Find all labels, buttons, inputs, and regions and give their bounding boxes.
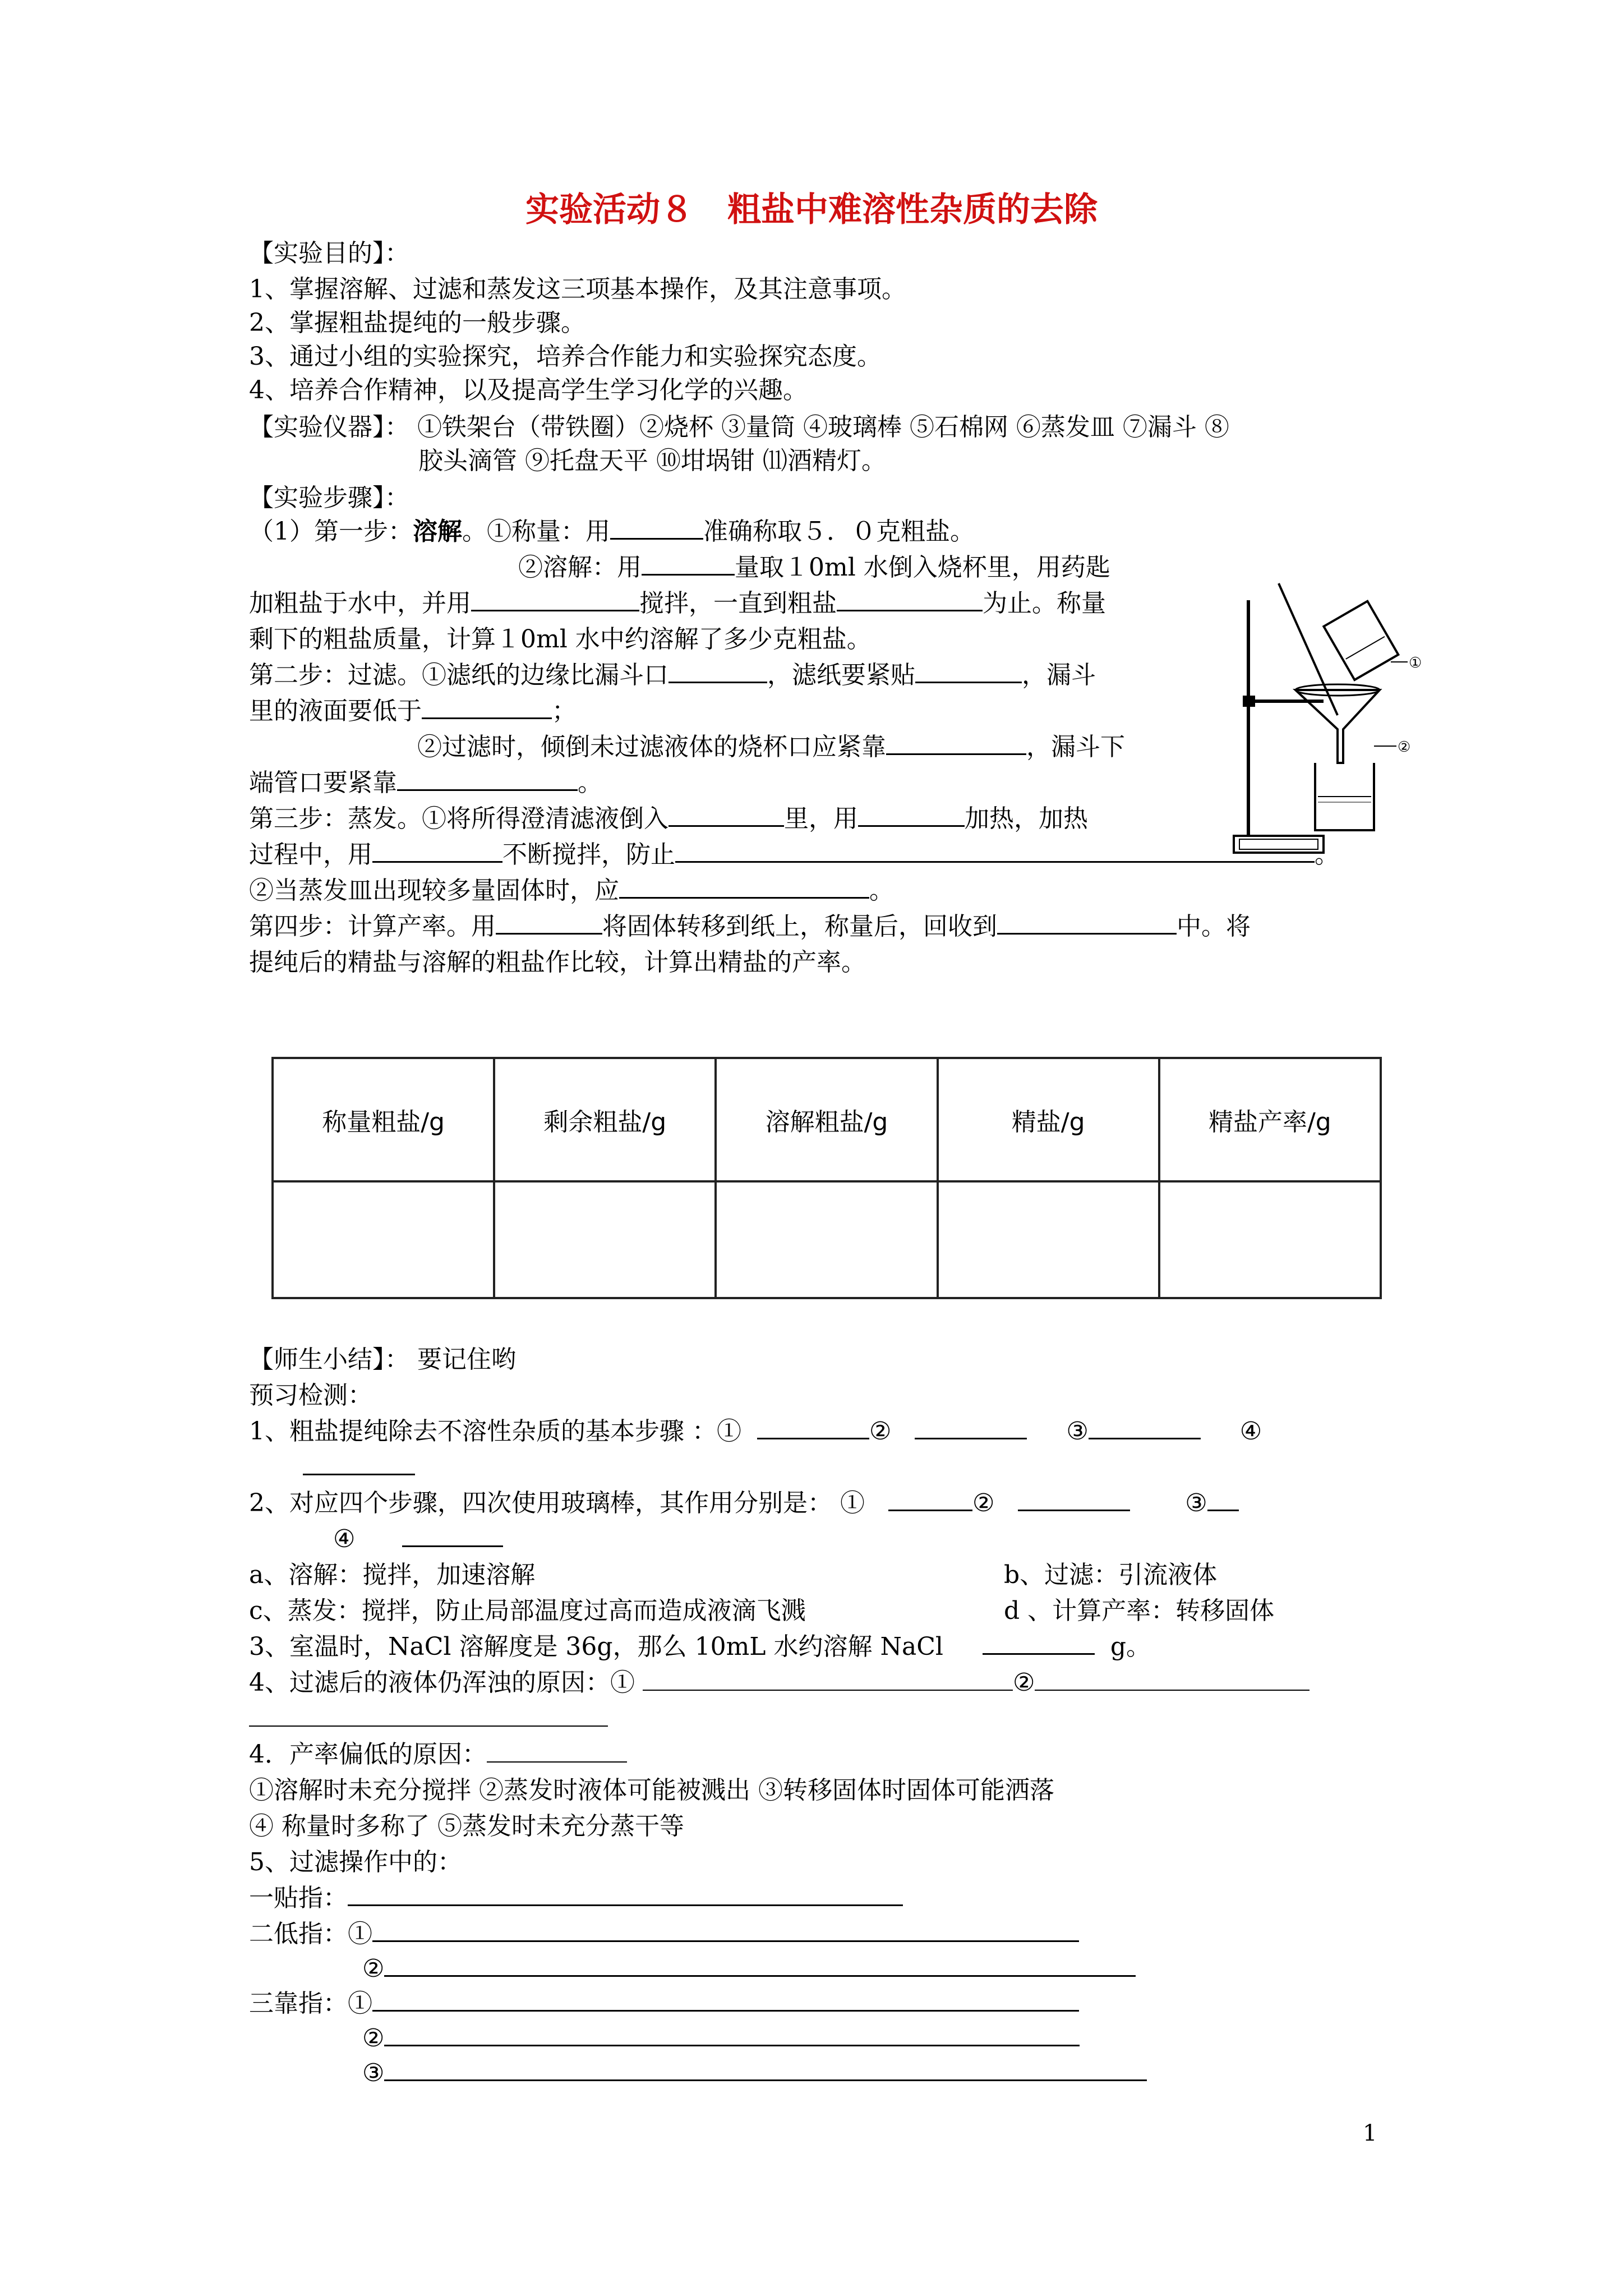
blank-q1-1[interactable] [757,1414,869,1439]
purpose-item-2: 2、掌握粗盐提纯的一般步骤。 [249,309,585,337]
blank-q4-3[interactable] [249,1702,608,1727]
table-header-cell: 溶解粗盐/g [716,1058,937,1181]
q6-heading: 5、过滤操作中的： [249,1848,462,1876]
instruments-line-1: 【实验仪器】： ①铁架台（带铁圈）②烧杯 ③量筒 ④玻璃棒 ⑤石棉网 ⑥蒸发皿 ⑦漏斗 ⑧ [249,413,1229,441]
purpose-item-4: 4、培养合作精神，以及提高学生学习化学的兴趣。 [249,376,808,404]
step2-line-4: 端管口要紧靠 。 [249,765,602,801]
blank-q1-3[interactable] [1089,1414,1201,1439]
blank-q2-4[interactable] [402,1522,503,1547]
blank-q2-3[interactable] [1207,1486,1239,1511]
figure-label-2: ② [1398,739,1411,756]
blank-stir-tool[interactable] [471,586,639,611]
step1-line-1: （1）第一步：溶解。①称量：用 准确称取５．０克粗盐。 [249,514,975,550]
table-header-cell: 剩余粗盐/g [494,1058,716,1181]
steps-heading: 【实验步骤】： [249,484,409,512]
page-number: 1 [1363,2120,1377,2146]
blank-q3[interactable] [983,1630,1095,1655]
step4-line-1: 第四步：计算产率。用 将固体转移到纸上，称量后，回收到 中。将 [249,909,1251,945]
step3-line-2: 过程中，用 不断搅拌，防止 。 [249,837,1339,873]
blank-yitie[interactable] [348,1881,903,1906]
q3-line: 3、室温时，NaCl 溶解度是 36g，那么 10mL 水约溶解 NaCl g。 [249,1629,1151,1665]
blank-sankao-1[interactable] [372,1986,1079,2012]
blank-erdi-2[interactable] [384,1952,1136,1977]
blank-q2-1[interactable] [888,1486,972,1511]
sankao-line-1: 三靠指：① [249,1986,1079,2022]
step4-line-2: 提纯后的精盐与溶解的粗盐作比较，计算出精盐的产率。 [249,948,866,977]
figure-label-1: ① [1409,655,1422,671]
blank-q5[interactable] [487,1738,627,1763]
step2-line-2: 里的液面要低于 ； [249,693,577,729]
step3-line-1: 第三步：蒸发。①将所得澄清滤液倒入 里，用 加热，加热 [249,801,1088,837]
preview-heading: 预习检测： [249,1381,372,1410]
blank-sankao-3[interactable] [384,2056,1147,2081]
purpose-item-1: 1、掌握溶解、过滤和蒸发这三项基本操作，及其注意事项。 [249,275,906,303]
q2-line: 2、对应四个步骤，四次使用玻璃棒，其作用分别是： ① ② ③ [249,1485,1239,1521]
results-table [271,1057,1382,1299]
table-header-cell: 称量粗盐/g [273,1058,494,1181]
blank-measure-tool[interactable] [642,550,735,576]
table-cell-input[interactable] [716,1181,937,1298]
step1-line-3: 加粗盐于水中，并用 搅拌，一直到粗盐 为止。称量 [249,586,1106,622]
table-header-row [273,1058,1381,1181]
step2-line-1: 第二步：过滤。①滤纸的边缘比漏斗口 ，滤纸要紧贴 ，漏斗 [249,657,1096,693]
blank-erdi-1[interactable] [372,1917,1079,1942]
blank-q1-2[interactable] [915,1414,1027,1439]
blank-sankao-2[interactable] [384,2021,1080,2046]
table-header-cell: 精盐产率/g [1159,1058,1381,1181]
filtration-apparatus-figure [1211,578,1430,869]
blank-transfer-tool[interactable] [496,909,602,935]
table-header-cell: 精盐/g [938,1058,1159,1181]
blank-q4-1[interactable] [643,1666,1013,1691]
page-title: 实验活动８ 粗盐中难溶性杂质的去除 [525,190,1098,229]
step2-line-3: ②过滤时，倾倒未过滤液体的烧杯口应紧靠 ，漏斗下 [417,729,1125,765]
blank-q1-4[interactable] [303,1450,415,1475]
option-a: a、溶解：搅拌，加速溶解 [249,1561,536,1589]
blank-weigh-tool[interactable] [610,514,703,540]
purpose-item-3: 3、通过小组的实验探究，培养合作能力和实验探究态度。 [249,342,882,371]
q5-line: 4．产率偏低的原因： [249,1737,627,1773]
q5-options-2: ④ 称量时多称了 ⑤蒸发时未充分蒸干等 [249,1812,684,1841]
option-c: c、蒸发：搅拌，防止局部温度过高而造成液滴飞溅 [249,1596,806,1625]
q1-line-2 [303,1450,415,1485]
blank-solid-appears[interactable] [619,873,869,899]
summary-heading: 【师生小结】： 要记住哟 [249,1345,516,1374]
blank-liquid-level[interactable] [422,694,552,719]
purpose-heading: 【实验目的】： [249,239,409,268]
step1-line-2: ②溶解：用 量取１0ml 水倒入烧杯里，用药匙 [518,550,1110,586]
q5-options-1: ①溶解时未充分搅拌 ②蒸发时液体可能被溅出 ③转移固体时固体可能洒落 [249,1776,1054,1805]
table-cell-input[interactable] [273,1181,494,1298]
instruments-line-2: 胶头滴管 ⑨托盘天平 ⑩坩埚钳 ⑾酒精灯。 [418,447,886,475]
q2-line-2: ④ [333,1521,503,1557]
blank-heat-source[interactable] [858,802,965,827]
blank-paper-edge[interactable] [668,658,767,683]
blank-stir-tool-2[interactable] [372,838,502,863]
blank-dissolve-until[interactable] [837,586,983,611]
blank-beaker-against[interactable] [886,730,1026,755]
sankao-line-3: ③ [362,2055,1147,2091]
blank-recover-into[interactable] [997,909,1177,935]
blank-paper-against[interactable] [915,658,1022,683]
q1-line: 1、粗盐提纯除去不溶性杂质的基本步骤 ：① ② ③ ④ [249,1414,1262,1450]
option-d: d 、计算产率：转移固体 [1004,1596,1275,1625]
table-cell-input[interactable] [938,1181,1159,1298]
table-cell-input[interactable] [494,1181,716,1298]
erdi-line-2: ② [362,1951,1136,1987]
option-b: b、过滤：引流液体 [1004,1561,1218,1589]
yitie-line: 一贴指： [249,1880,903,1916]
blank-evaporate-vessel[interactable] [668,802,784,827]
blank-funnel-tip[interactable] [397,766,578,791]
step1-line-4: 剩下的粗盐质量，计算１0ml 水中约溶解了多少克粗盐。 [249,625,872,654]
table-row [273,1181,1381,1298]
q4-line: 4、过滤后的液体仍浑浊的原因：① ② [249,1665,1310,1701]
blank-q2-2[interactable] [1018,1486,1130,1511]
erdi-line-1: 二低指：① [249,1916,1079,1952]
q4-line-2 [249,1701,608,1737]
step3-line-3: ②当蒸发皿出现较多量固体时，应 。 [249,873,894,909]
table-cell-input[interactable] [1159,1181,1381,1298]
sankao-line-2: ② [362,2021,1080,2056]
blank-q4-2[interactable] [1035,1666,1310,1691]
